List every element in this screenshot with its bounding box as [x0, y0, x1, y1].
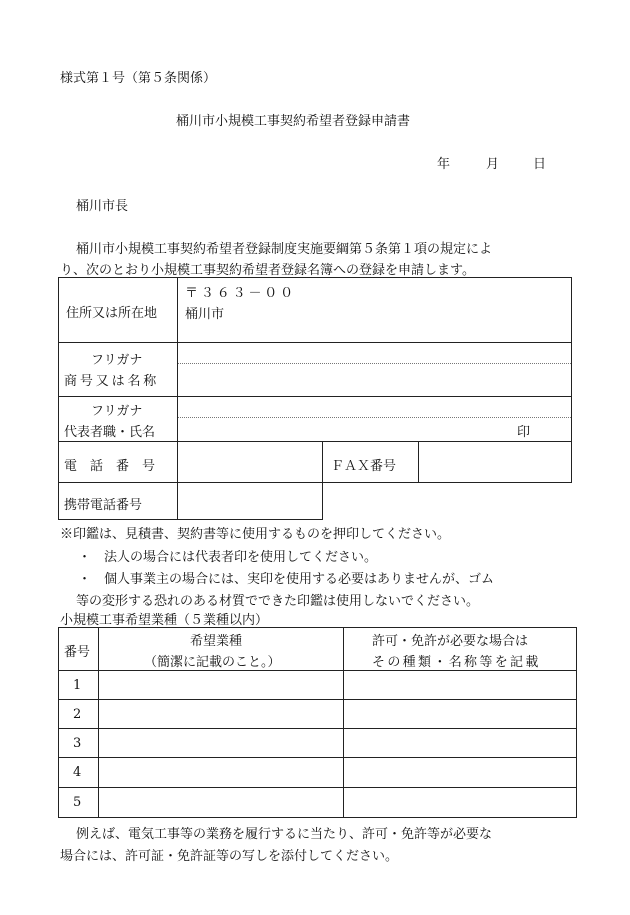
note-bullet-1: ・	[78, 550, 92, 565]
note-bullet-2: ・	[78, 572, 92, 587]
form-number: 様式第１号（第５条関係）	[60, 71, 217, 86]
row-number: 4	[73, 765, 82, 780]
address-value: 桶川市	[185, 307, 225, 322]
trade-section-title: 小規模工事希望業種（５業種以内）	[60, 613, 269, 628]
footer-line1: 例えば、電気工事等の業務を履行するに当たり、許可・免許等が必要な	[76, 827, 493, 842]
representative-label: 代表者職・氏名	[64, 425, 156, 440]
date-month-label: 月	[486, 157, 500, 172]
seal-mark: 印	[517, 425, 531, 440]
footer-line2: 場合には、許可証・免許証等の写しを添付してください。	[60, 849, 399, 864]
furigana-label-2: フリガナ	[91, 404, 143, 419]
row-number: 3	[73, 736, 82, 751]
col-header-license: 許可・免許が必要な場合は	[372, 634, 529, 649]
col-header-trade-note: （簡潔に記載のこと。）	[144, 655, 281, 670]
mobile-label: 携帯電話番号	[64, 498, 143, 513]
row-number: 2	[73, 707, 82, 722]
mobile-field[interactable]	[178, 483, 322, 519]
col-header-number: 番号	[64, 645, 91, 660]
col-header-trade: 希望業種	[190, 634, 243, 649]
date-year-label: 年	[437, 157, 451, 172]
note-seal: ※印鑑は、見積書、契約書等に使用するものを押印してください。	[60, 527, 451, 542]
form-title: 桶川市小規模工事契約希望者登録申請書	[176, 114, 411, 129]
company-name-field[interactable]	[178, 366, 571, 396]
address-label: 住所又は所在地	[66, 306, 158, 321]
fax-label: ＦＡＸ番号	[331, 459, 397, 474]
phone-field[interactable]	[178, 442, 321, 482]
col-header-license-note: その種類・名称等を記載	[372, 655, 541, 670]
note-individual-line2: 等の変形する恐れのある材質でできた印鑑は使用しないでください。	[76, 594, 480, 609]
addressee: 桶川市長	[76, 199, 129, 214]
postal-code: 〒３６３－００	[185, 286, 297, 301]
phone-label: 電 話 番 号	[64, 459, 156, 474]
furigana-label-1: フリガナ	[91, 353, 143, 368]
row-number: 5	[73, 795, 82, 810]
fax-field[interactable]	[419, 442, 571, 482]
body-text-line2: り、次のとおり小規模工事契約希望者登録名簿への登録を申請します。	[60, 263, 475, 278]
row-number: 1	[73, 678, 82, 693]
body-text-line1: 桶川市小規模工事契約希望者登録制度実施要綱第５条第１項の規定によ	[76, 242, 493, 257]
note-corporation: 法人の場合には代表者印を使用してください。	[104, 550, 378, 565]
company-name-label: 商号又は名称	[64, 374, 160, 389]
note-individual-line1: 個人事業主の場合には、実印を使用する必要はありませんが、ゴム	[104, 572, 495, 587]
date-day-label: 日	[533, 157, 547, 172]
